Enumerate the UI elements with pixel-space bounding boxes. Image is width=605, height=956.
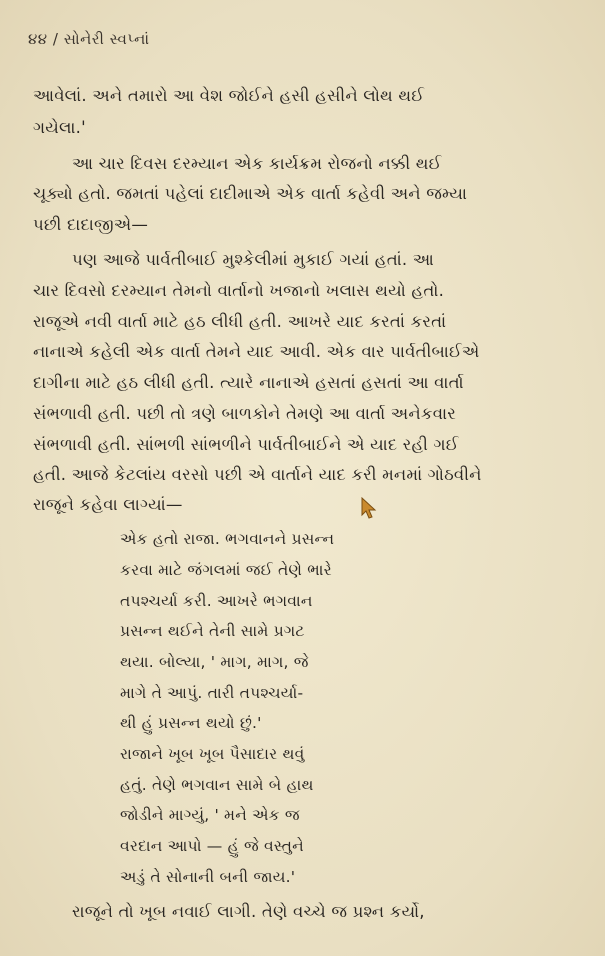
text-line: પણ આજે પાર્વતીબાઈ મુશ્કેલીમાં મુકાઈ ગયાં હતાં. આ — [72, 250, 434, 269]
text-line: ચાર દિવસો દરમ્યાન તેમનો વાર્તાનો ખજાનો ખલાસ થયો હતો. — [33, 281, 445, 300]
text-line: ગયેલા.' — [33, 118, 86, 137]
story-line: વરદાન આપો — હું જે વસ્તુને — [120, 837, 304, 855]
story-line: પ્રસન્ન થઈને તેની સામે પ્રગટ — [120, 622, 305, 640]
story-line: તપશ્ચર્યા કરી. આખરે ભગવાન — [120, 592, 313, 610]
book-title: સોનેરી સ્વપ્નાં — [63, 30, 150, 48]
story-line: એક હતો રાજા. ભગવાનને પ્રસન્ન — [120, 530, 335, 548]
story-line: અડું તે સોનાની બની જાય.' — [120, 868, 296, 886]
story-line: થી હું પ્રસન્ન થયો છું.' — [120, 714, 262, 732]
story-line: રાજાને ખૂબ ખૂબ પૈસાદાર થવું — [120, 745, 305, 763]
text-line: આવેલાં. અને તમારો આ વેશ જોઈને હસી હસીને લોથ થઈ — [33, 86, 425, 105]
mouse-cursor-icon — [360, 497, 378, 519]
story-line: માગે તે આપું. તારી તપશ્ચર્યા- — [120, 684, 304, 702]
header-separator: / — [52, 30, 59, 48]
text-line: પછી દાદાજીએ— — [33, 215, 149, 234]
running-header — [28, 30, 150, 48]
text-line: રાજૂને કહેવા લાગ્યાં— — [33, 495, 183, 514]
story-line: જોડીને માગ્યું, ' મને એક જ — [120, 806, 300, 824]
text-line: આ ચાર દિવસ દરમ્યાન એક કાર્યક્રમ રોજનો નક્કી થઈ — [72, 154, 442, 173]
text-line: દાગીના માટે હઠ લીધી હતી. ત્યારે નાનાએ હસતાં હસતાં આ વાર્તા — [33, 373, 464, 392]
text-line: સંભળાવી હતી. સાંભળી સાંભળીને પાર્વતીબાઈને એ યાદ રહી ગઈ — [33, 435, 459, 454]
text-line: ચૂક્યો હતો. જમતાં પહેલાં દાદીમાએ એક વાર્તા કહેવી અને જમ્યા — [33, 184, 468, 203]
story-line: કરવા માટે જંગલમાં જઈ તેણે ભારે — [120, 561, 332, 579]
story-line: હતું. તેણે ભગવાન સામે બે હાથ — [120, 776, 314, 794]
text-line: નાનાએ કહેલી એક વાર્તા તેમને યાદ આવી. એક વાર પાર્વતીબાઈએ — [33, 342, 480, 361]
text-line: રાજૂને તો ખૂબ નવાઈ લાગી. તેણે વચ્ચે જ પ્રશ્ન કર્યો, — [72, 902, 425, 921]
story-line: થયા. બોલ્યા, ' માગ, માગ, જે — [120, 653, 309, 671]
page-number: ૪૪ — [28, 30, 48, 48]
text-line: સંભળાવી હતી. પછી તો ત્રણે બાળકોને તેમણે આ વાર્તા અનેકવાર — [33, 404, 456, 423]
text-line: હતી. આજે કેટલાંય વરસો પછી એ વાર્તાને યાદ કરી મનમાં ગોઠવીને — [33, 465, 482, 484]
text-line: રાજૂએ નવી વાર્તા માટે હઠ લીધી હતી. આખરે યાદ કરતાં કરતાં — [33, 312, 447, 331]
